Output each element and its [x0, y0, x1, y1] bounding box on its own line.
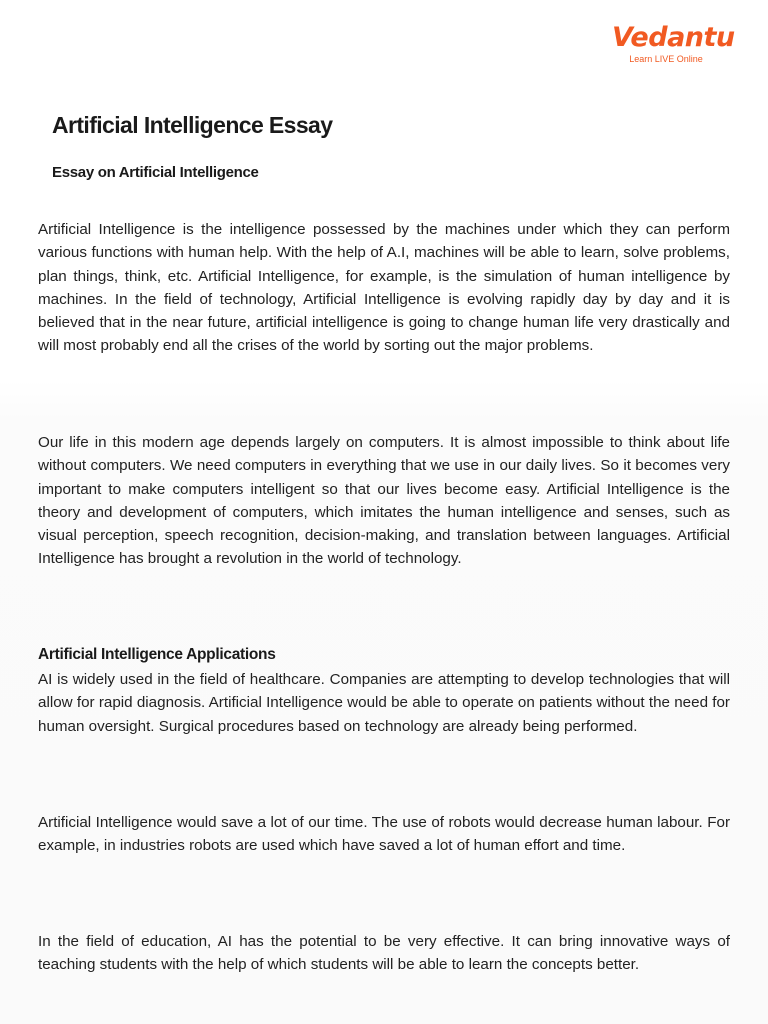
intro-paragraph-1: Artificial Intelligence is the intelligence possessed by the machines under which they can perform various functions with human help. With the help of A.I, machines will be able to learn, solve problems, plan things, think, etc. Artificial Intelligence, for example, is the simulation of human intelligence by machines. In the field of technology, Artificial Intelligence is evolving rapidly day by day and it is believed that in the near future, artificial intelligence is going to change human life very drastically and will most probably end all the crises of the world by sorting out the major problems.: [38, 221, 730, 355]
logo-wordmark: Vedantu: [612, 22, 735, 53]
applications-heading: Artificial Intelligence Applications: [38, 646, 276, 663]
applications-paragraph-2: Artificial Intelligence would save a lot of our time. The use of robots would decrease human labour. For example, in industries robots are used which have saved a lot of human effort and time.: [38, 814, 730, 855]
applications-paragraph-1: AI is widely used in the field of healthcare. Companies are attempting to develop technologies that will allow for rapid diagnosis. Artificial Intelligence would be able to operate on patients without the need for human oversight. Surgical procedures based on technology are already being performed.: [38, 671, 730, 735]
vedantu-logo[interactable]: [612, 22, 735, 65]
applications-paragraph-3: In the field of education, AI has the potential to be very effective. It can bring innovative ways of teaching students with the help of which students will be able to learn the concepts better.: [38, 933, 730, 974]
intro-paragraph-2: Our life in this modern age depends largely on computers. It is almost impossible to think about life without computers. We need computers in everything that we use in our daily lives. So it becomes very important to make computers intelligent so that our lives become easy. Artificial Intelligence is the theory and development of computers, which imitates the human intelligence and senses, such as visual perception, speech recognition, decision-making, and translation between languages. Artificial Intelligence has brought a revolution in the world of technology.: [38, 434, 730, 568]
logo-tagline: Learn LIVE Online: [629, 54, 703, 64]
page-subtitle: Essay on Artificial Intelligence: [52, 164, 259, 181]
page-title: Artificial Intelligence Essay: [52, 112, 333, 138]
